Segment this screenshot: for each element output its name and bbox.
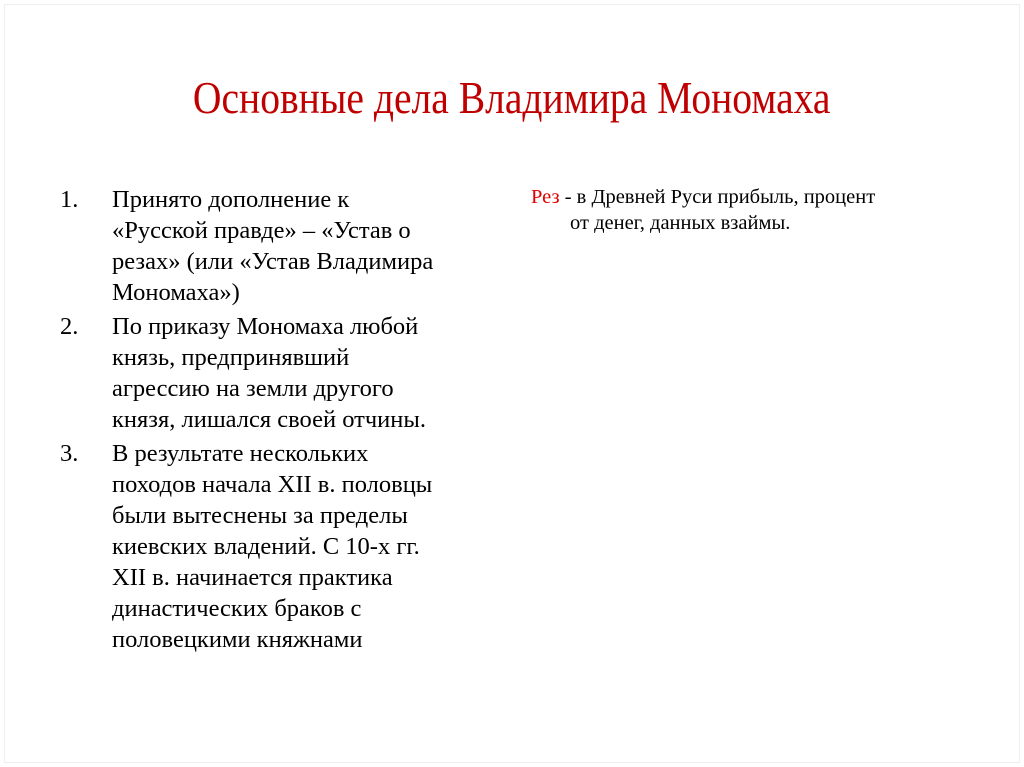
definition-line-1	[531, 184, 971, 210]
list-item-line: походов начала XII в. половцы	[112, 471, 433, 498]
slide-title	[0, 70, 1024, 126]
list-item-number: 3.	[60, 440, 79, 467]
list-item-line: В результате нескольких	[112, 440, 369, 467]
list-item-line: князь, предпринявший	[112, 344, 350, 371]
definition-term: Рез	[531, 186, 560, 208]
list-item-text	[112, 311, 426, 435]
list-item	[60, 438, 500, 655]
definition-text: - в Древней Руси прибыль, процент	[559, 186, 876, 208]
list-item	[60, 184, 500, 308]
list-item-line: киевских владений. С 10-х гг.	[112, 533, 420, 560]
definition-line-2: от денег, данных взаймы.	[570, 212, 791, 234]
list-item-line: половецкими княжнами	[112, 626, 363, 653]
list-item-line: династических браков с	[112, 595, 362, 622]
definition-note	[531, 184, 971, 236]
list-item-line: резах» (или «Устав Владимира	[112, 248, 434, 275]
numbered-list	[60, 184, 500, 658]
list-item-number: 1.	[60, 186, 79, 213]
list-item-number: 2.	[60, 313, 79, 340]
list-item	[60, 311, 500, 435]
list-item-text	[112, 184, 433, 308]
list-item-line: Принято дополнение к	[112, 186, 350, 213]
list-item-line: агрессию на земли другого	[112, 375, 394, 402]
list-item-line: По приказу Мономаха любой	[112, 313, 419, 340]
list-item-line: «Русской правде» – «Устав о	[112, 217, 411, 244]
slide-title-text: Основные дела Владимира Мономаха	[193, 72, 831, 123]
list-item-line: XII в. начинается практика	[112, 564, 393, 591]
list-item-line: князя, лишался своей отчины.	[112, 406, 426, 433]
list-item-line: Мономаха»)	[112, 279, 240, 306]
list-item-text	[112, 438, 432, 655]
list-item-line: были вытеснены за пределы	[112, 502, 408, 529]
